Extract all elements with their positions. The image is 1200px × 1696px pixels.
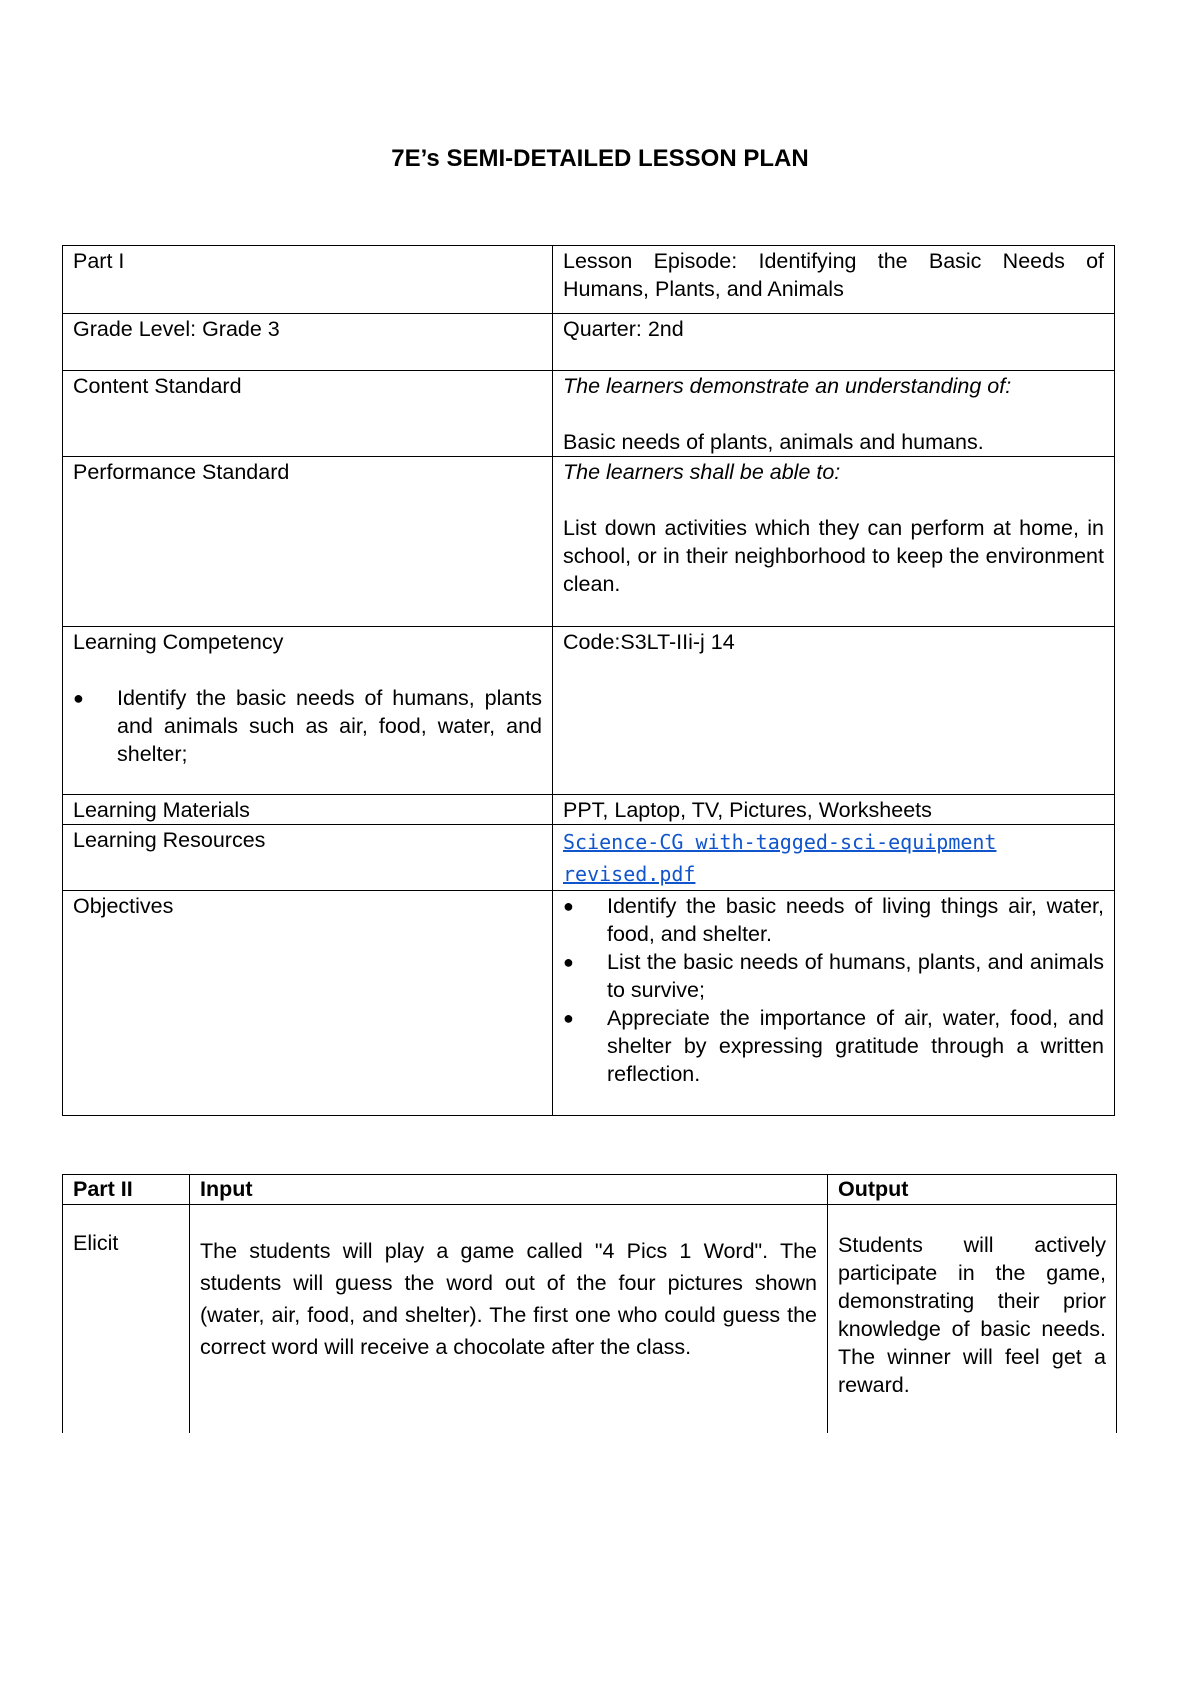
learning-competency-item: ● Identify the basic needs of humans, plants and animals such as air, food, water, and shelter; xyxy=(73,684,542,768)
performance-standard-label: Performance Standard xyxy=(63,457,553,627)
input-cell: The students will play a game called "4 Pics 1 Word". The students will guess the word out of the four pictures shown (water, air, food, and shelter). The first one who could guess the correct word will receive a chocolate after the class. xyxy=(190,1205,828,1433)
objective-item: ● Identify the basic needs of living things air, water, food, and shelter. xyxy=(563,892,1104,948)
output-header: Output xyxy=(828,1175,1117,1205)
page-title: 7E’s SEMI-DETAILED LESSON PLAN xyxy=(391,145,809,172)
input-header: Input xyxy=(190,1175,828,1205)
content-standard-text: Basic needs of plants, animals and humans. xyxy=(563,430,984,454)
learning-resources-cell xyxy=(553,825,1115,891)
objective-item: ● List the basic needs of humans, plants, and animals to survive; xyxy=(563,948,1104,1004)
quarter-cell: Quarter: 2nd xyxy=(553,314,1115,371)
part-label-cell: Part I xyxy=(63,246,553,314)
learning-resources-link[interactable]: Science-CG with-tagged-sci-equipment revised.pdf xyxy=(563,830,997,886)
learning-materials-label: Learning Materials xyxy=(63,795,553,825)
part2-header: Part II xyxy=(63,1175,190,1205)
lesson-plan-part1-table xyxy=(62,245,1115,1116)
grade-level-cell: Grade Level: Grade 3 xyxy=(63,314,553,371)
learning-resources-label: Learning Resources xyxy=(63,825,553,891)
performance-standard-text: List down activities which they can perform at home, in school, or in their neighborhood to keep the environment clean. xyxy=(563,516,1104,596)
content-standard-label: Content Standard xyxy=(63,371,553,457)
performance-standard-cell xyxy=(553,457,1115,627)
stage-cell: Elicit xyxy=(63,1205,190,1433)
learning-competency-cell xyxy=(63,627,553,795)
performance-standard-intro: The learners shall be able to: xyxy=(563,460,841,484)
objectives-cell xyxy=(553,891,1115,1116)
content-standard-cell xyxy=(553,371,1115,457)
code-cell: Code:S3LT-IIi-j 14 xyxy=(553,627,1115,795)
objectives-label: Objectives xyxy=(63,891,553,1116)
learning-competency-label: Learning Competency xyxy=(73,630,284,654)
output-cell: Students will actively participate in the game, demonstrating their prior knowledge of basic needs. The winner will feel get a reward. xyxy=(828,1205,1117,1433)
learning-materials-cell: PPT, Laptop, TV, Pictures, Worksheets xyxy=(553,795,1115,825)
objective-item: ● Appreciate the importance of air, water, food, and shelter by expressing gratitude through a written reflection. xyxy=(563,1004,1104,1088)
lesson-plan-part2-table xyxy=(62,1174,1117,1433)
lesson-episode-cell: Lesson Episode: Identifying the Basic Needs of Humans, Plants, and Animals xyxy=(553,246,1115,314)
content-standard-intro: The learners demonstrate an understanding of: xyxy=(563,374,1012,398)
